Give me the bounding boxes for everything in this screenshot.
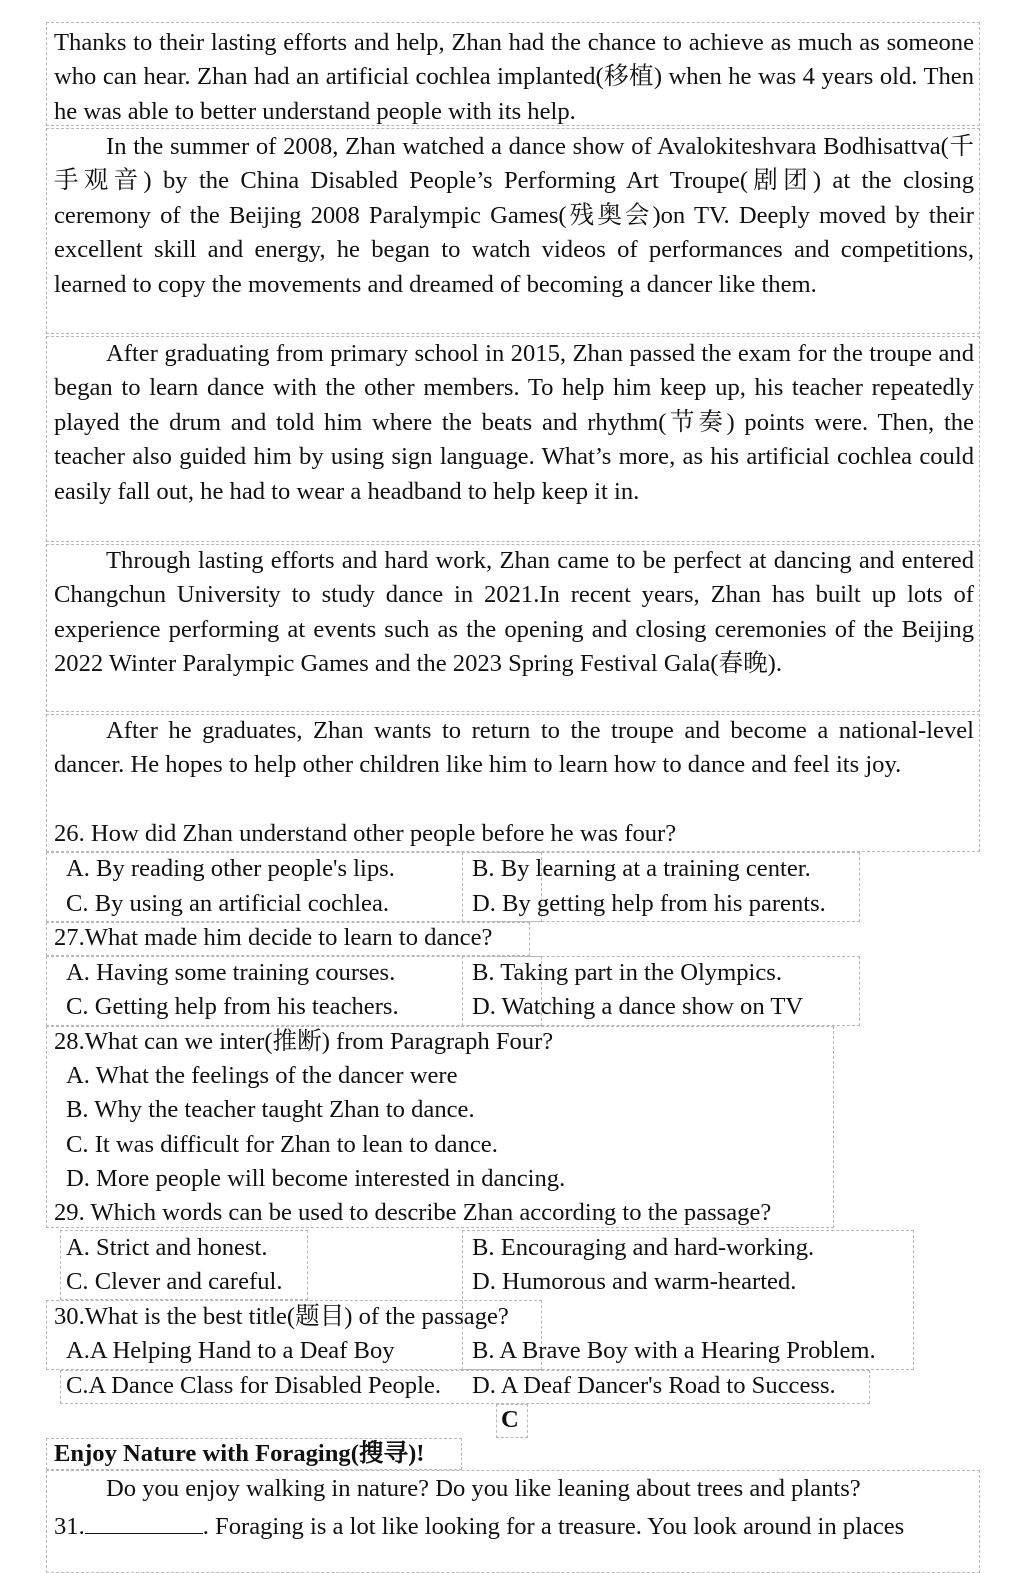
section-c-line-2-text: . Foraging is a lot like looking for a treasure. You look around in places [202, 1513, 905, 1540]
paragraph-3: After graduating from primary school in 2015, Zhan passed the exam for the troupe and began to learn dance with the other members. To help him keep up, his teacher repeatedly played the drum and told him where the beats and rhythm(节奏) points were. Then, the teacher also guided him by using sign language. What’s more, as his artificial cochlea could easily fall out, he had to wear a headband to help keep it in. [54, 340, 974, 505]
paragraph-5: After he graduates, Zhan wants to return to the troupe and become a national-level dancer. He hopes to help other children like him to learn how to dance and feel its joy. [54, 717, 974, 779]
question-26-stem: 26. How did Zhan understand other people before he was four? [54, 820, 677, 847]
section-letter: C [501, 1406, 519, 1433]
paragraph-2: In the summer of 2008, Zhan watched a dance show of Avalokiteshvara Bodhisattva(千手观音) by the China Disabled People’s Performing Art Troupe(剧团) at the closing ceremony of the Beijing 2008 Paralympic Games(残奥会)on TV. Deeply moved by their excellent skill and energy, he began to watch videos of performances and competitions, learned to copy the movements and dreamed of becoming a dancer like them. [54, 133, 974, 298]
question-28-stem: 28.What can we inter(推断) from Paragraph Four? [54, 1028, 554, 1055]
paragraph-1: Thanks to their lasting efforts and help, Zhan had the chance to achieve as much as someone who can hear. Zhan had an artificial cochlea implanted(移植) when he was 4 years old. Then he was able to better understand people with its help. [54, 29, 974, 125]
question-30-option-c[interactable]: C.A Dance Class for Disabled People. [66, 1372, 441, 1399]
section-c-line-2 [54, 1507, 904, 1544]
question-27-stem: 27.What made him decide to learn to dance? [54, 924, 493, 951]
question-27-option-a[interactable]: A. Having some training courses. [66, 959, 396, 986]
question-26-option-b[interactable]: B. By learning at a training center. [472, 855, 811, 882]
question-30-option-d[interactable]: D. A Deaf Dancer's Road to Success. [472, 1372, 836, 1399]
section-title: Enjoy Nature with Foraging(搜寻)! [54, 1440, 425, 1467]
question-27-option-d[interactable]: D. Watching a dance show on TV [472, 993, 804, 1020]
section-c-line-1: Do you enjoy walking in nature? Do you like leaning about trees and plants? [106, 1475, 861, 1502]
question-28-option-d[interactable]: D. More people will become interested in dancing. [66, 1165, 566, 1192]
paragraph-4: Through lasting efforts and hard work, Zhan came to be perfect at dancing and entered Changchun University to study dance in 2021.In recent years, Zhan has built up lots of experience performing at events such as the opening and closing ceremonies of the Beijing 2022 Winter Paralympic Games and the 2023 Spring Festival Gala(春晚). [54, 547, 974, 678]
blank-31-answer-line[interactable] [85, 1507, 203, 1534]
question-30-stem: 30.What is the best title(题目) of the passage? [54, 1303, 509, 1330]
question-30-option-b[interactable]: B. A Brave Boy with a Hearing Problem. [472, 1337, 876, 1364]
question-28-option-c[interactable]: C. It was difficult for Zhan to lean to dance. [66, 1131, 498, 1158]
question-29-option-d[interactable]: D. Humorous and warm-hearted. [472, 1268, 797, 1295]
question-27-option-c[interactable]: C. Getting help from his teachers. [66, 993, 399, 1020]
question-26-option-d[interactable]: D. By getting help from his parents. [472, 890, 826, 917]
blank-31-number: 31. [54, 1513, 85, 1540]
question-29-option-a[interactable]: A. Strict and honest. [66, 1234, 268, 1261]
question-26-option-c[interactable]: C. By using an artificial cochlea. [66, 890, 390, 917]
question-28-option-a[interactable]: A. What the feelings of the dancer were [66, 1062, 458, 1089]
question-29-option-b[interactable]: B. Encouraging and hard-working. [472, 1234, 815, 1261]
question-29-option-c[interactable]: C. Clever and careful. [66, 1268, 283, 1295]
question-28-option-b[interactable]: B. Why the teacher taught Zhan to dance. [66, 1096, 475, 1123]
question-27-option-b[interactable]: B. Taking part in the Olympics. [472, 959, 782, 986]
question-26-option-a[interactable]: A. By reading other people's lips. [66, 855, 395, 882]
question-30-option-a[interactable]: A.A Helping Hand to a Deaf Boy [66, 1337, 395, 1364]
question-29-stem: 29. Which words can be used to describe Zhan according to the passage? [54, 1199, 772, 1226]
